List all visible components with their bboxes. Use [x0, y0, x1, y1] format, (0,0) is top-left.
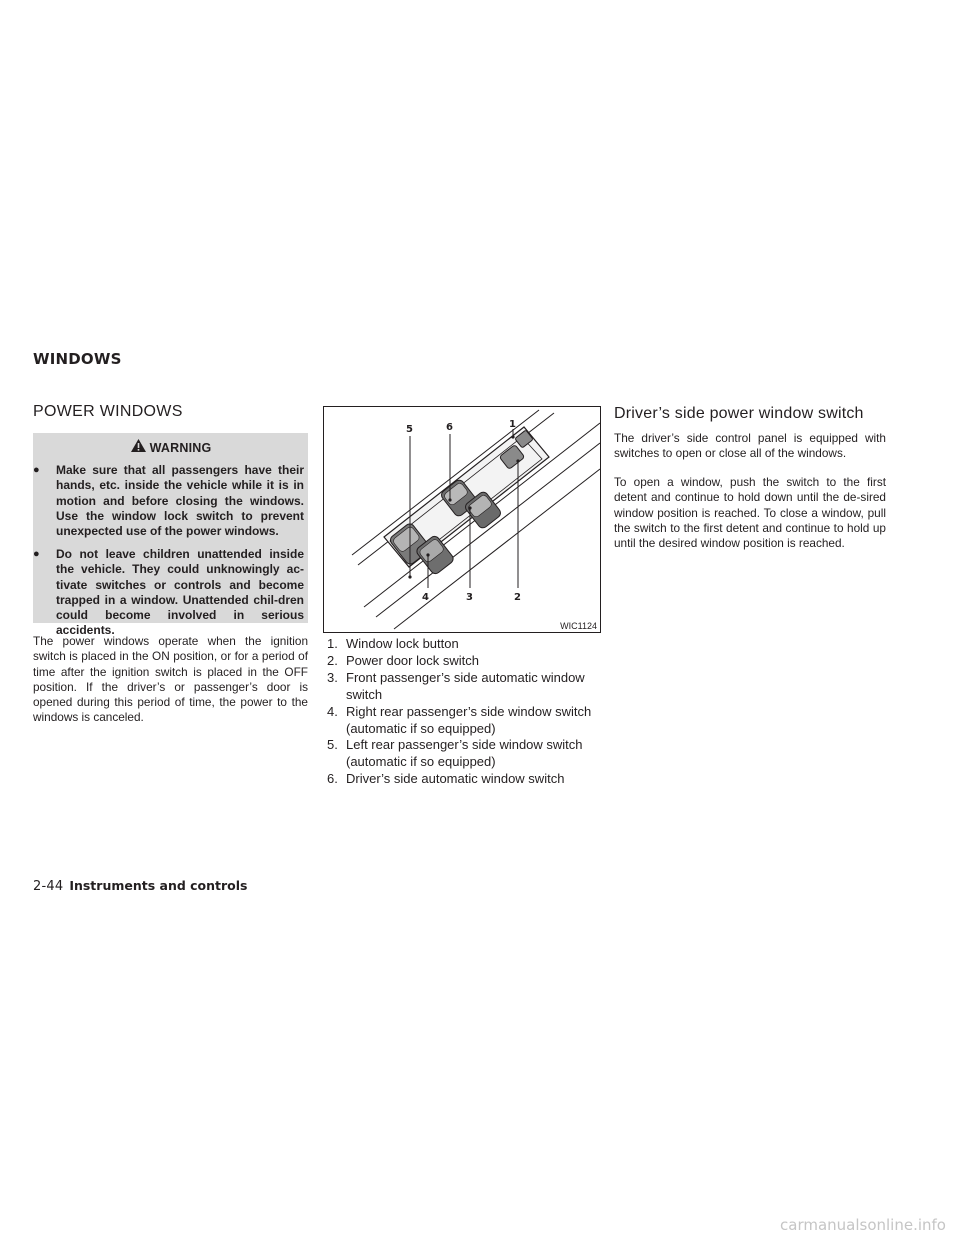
- window-switch-illustration: [324, 407, 601, 633]
- bullet-icon: ●: [33, 464, 40, 476]
- legend-item: [327, 636, 605, 653]
- legend-item: [327, 771, 605, 788]
- callout-6: 6: [446, 422, 453, 433]
- watermark: carmanualsonline.info: [780, 1216, 946, 1234]
- warning-box: [33, 433, 308, 638]
- page-number: 2-44: [33, 879, 64, 894]
- legend-item: [327, 653, 605, 670]
- figure-legend: [327, 636, 605, 788]
- bullet-icon: ●: [33, 548, 40, 560]
- legend-number: 4.: [327, 703, 338, 719]
- legend-text: Driver’s side automatic window switch: [346, 771, 565, 787]
- legend-text: Power door lock switch: [346, 652, 479, 668]
- warning-header: [33, 437, 308, 459]
- callout-5: 5: [406, 424, 413, 435]
- body-paragraph: The power windows operate when the ignition switch is placed in the ON position, or for a period of time after the ignition switch is placed in the OFF position. If the driver’s or passenger’s door is opened during this period of time, the power to the windows is canceled.: [33, 634, 308, 725]
- warning-triangle-icon: [130, 438, 147, 458]
- callout-3: 3: [466, 592, 473, 603]
- legend-number: 6.: [327, 771, 338, 787]
- subheading-power-windows: POWER WINDOWS: [33, 403, 183, 420]
- legend-item: [327, 704, 605, 738]
- callout-4: 4: [422, 592, 429, 603]
- chapter-title: Instruments and controls: [69, 878, 248, 893]
- callout-1: 1: [509, 419, 516, 430]
- legend-number: 3.: [327, 669, 338, 685]
- legend-text: Right rear passenger’s side window switch (automatic if so equipped): [346, 703, 592, 736]
- callout-2: 2: [514, 592, 521, 603]
- legend-item: [327, 670, 605, 704]
- legend-text: Window lock button: [346, 636, 459, 651]
- page-footer: [33, 878, 248, 894]
- body-paragraph: To open a window, push the switch to the first detent and continue to hold down until the de-sired window position is reached. To close a window, pull the switch to the first detent and continue to hold up until the desired window position is reached.: [614, 475, 886, 551]
- warning-item-text: Make sure that all passengers have their hands, etc. inside the vehicle while it is in motion and before closing the windows. Use the window lock switch to prevent unexpected use of the power windows.: [56, 463, 304, 539]
- legend-number: 2.: [327, 652, 338, 668]
- subheading-drivers-switch: Driver’s side power window switch: [614, 405, 864, 422]
- legend-number: 1.: [327, 636, 338, 651]
- warning-item-text: Do not leave children unattended inside the vehicle. They could unknowingly ac-tivate switches or controls and become trapped in a window. Unattended chil-dren could become involved in serious accidents.: [56, 547, 304, 638]
- legend-item: [327, 737, 605, 771]
- legend-text: Left rear passenger’s side window switch (automatic if so equipped): [346, 737, 583, 770]
- legend-number: 5.: [327, 737, 338, 753]
- section-title: WINDOWS: [33, 350, 122, 368]
- window-switch-figure: [323, 406, 601, 633]
- warning-title: WARNING: [149, 441, 212, 455]
- legend-text: Front passenger’s side automatic window switch: [346, 669, 585, 702]
- body-paragraph: The driver’s side control panel is equipped with switches to open or close all of the windows.: [614, 431, 886, 461]
- figure-code: WIC1124: [557, 621, 600, 632]
